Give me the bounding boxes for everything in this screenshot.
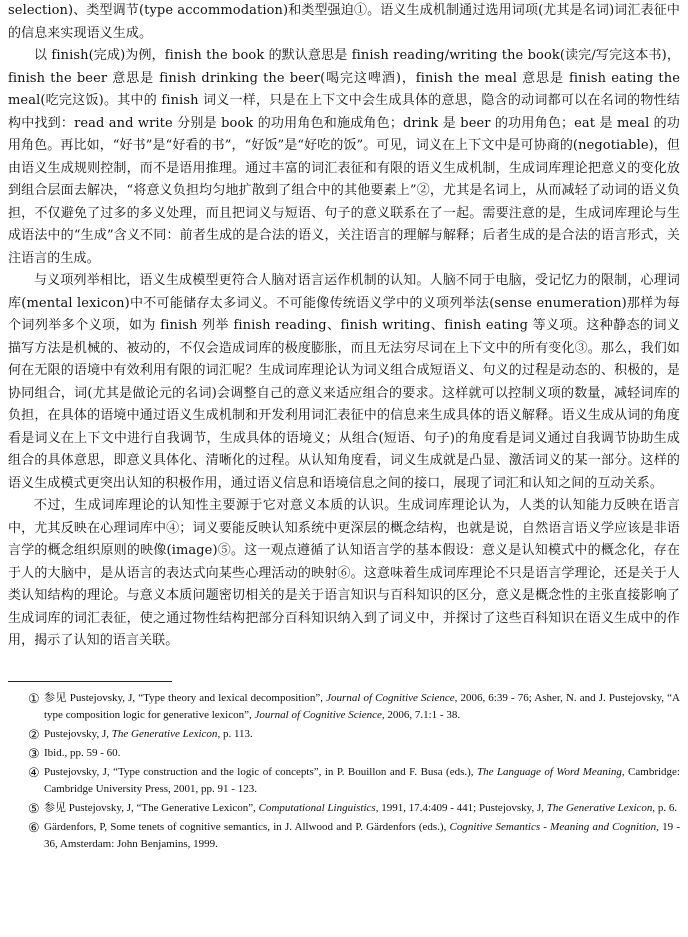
footnote-divider [8, 681, 172, 682]
footnote-text-part: Pustejovsky, J, [44, 728, 112, 740]
footnote-mark: ① [28, 691, 40, 706]
footnote-2 [8, 726, 680, 743]
footnote-text [44, 802, 677, 814]
footnote-text [44, 766, 680, 795]
footnote-text [44, 747, 120, 759]
footnote-text-part: , Cambridge: Cambridge University Press, 2001, pp. 91 - 123. [44, 766, 680, 795]
footnote-text-part: 参见 Pustejovsky, J, “Type theory and lexical decomposition”, [44, 692, 327, 704]
footnote-text-part: , p. 6. [652, 802, 678, 814]
footnote-text-part: , 2006, 7.1:1 - 38. [381, 709, 461, 721]
footnote-text-part: , 1991, 17.4:409 - 441; Pustejovsky, J, [375, 802, 547, 814]
footnote-text-part-italic: The Generative Lexicon [111, 728, 218, 740]
footnote-mark: ④ [28, 765, 40, 780]
footnote-text [44, 692, 680, 721]
paragraph-sense-enumeration: 与义项列举相比，语义生成模型更符合人脑对语言运作机制的认知。人脑不同于电脑，受记忆力的限制，心理词库(mental lexicon)中不可能储存太多词义。不可能像传统语义学中的义项列举法(sense enumeration)那样为每个词列举多个义项，如为 finish 列举 finish reading、finish writing、finish eating 等义项。这种静态的词义描写方法是机械的、被动的，不仅会造成词库的极度膨胀，而且无法穷尽词在上下文中的所有变化③。那么，我们如何在无限的语境中有效利用有限的词汇呢？生成词库理论认为词义组合成短语义、句义的过程是动态的、积极的，是协同组合，词(尤其是做论元的名词)会调整自己的意义来适应组合的要求。这样就可以控制义项的数量，减轻词库的负担，在具体的语境中通过语义生成机制和开发利用词汇表征中的信息来生成具体的语义解释。语义生成从词的角度看是词义在上下文中进行自我调节，生成具体的语境义；从组合(短语、句子)的角度看是词义通过自我调节协助生成组合的具体意思，即意义具体化、清晰化的过程。从认知角度看，词义生成就是凸显、激活词义的某一部分。这样的语义生成模式更突出认知的积极作用，通过语义信息和语境信息之间的接口，展现了词汇和认知之间的互动关系。 [8, 273, 680, 491]
footnote-text-part-italic: Cognitive Semantics - Meaning and Cognition [449, 821, 657, 833]
footnote-text-part: Ibid., pp. 59 - 60. [44, 747, 121, 759]
footnote-text [44, 728, 253, 740]
footnote-text-part: , p. 113. [217, 728, 253, 740]
footnote-3 [8, 745, 680, 762]
footnote-1 [8, 690, 680, 724]
footnote-text-part-italic: The Generative Lexicon [546, 802, 653, 814]
footnote-mark: ⑤ [28, 801, 40, 816]
footnote-text-part: 参见 Pustejovsky, J, “The Generative Lexicon”, [44, 802, 259, 814]
paragraph-cognitive-nature: 不过，生成词库理论的认知性主要源于它对意义本质的认识。生成词库理论认为，人类的认知能力反映在语言中，尤其反映在心理词库中④；词义要能反映认知系统中更深层的概念结构，也就是说，自然语言语义学应该是非语言学的概念组织原则的映像(image)⑤。这一观点遵循了认知语言学的基本假设：意义是认知模式中的概念化，存在于人的大脑中，是从语言的表达式向某些心理活动的映射⑥。这意味着生成词库理论不只是语言学理论，还是关于人类认知结构的理论。与意义本质问题密切相关的是关于语言知识与百科知识的区分，意义是概念性的主张直接影响了生成词库的词汇表征，使之通过物性结构把部分百科知识纳入到了词义中，并探讨了这些百科知识在语义生成中的作用，揭示了认知的语言关联。 [8, 498, 680, 648]
footnote-text-part: Pustejovsky, J, “Type construction and the logic of concepts”, in P. Bouillon and F. Busa (eds.), [44, 766, 477, 778]
footnote-text-part: , 19 - 36, Amsterdam: John Benjamins, 1999. [44, 821, 680, 850]
footnotes [8, 690, 680, 855]
footnote-text-part-italic: Computational Linguistics [258, 802, 376, 814]
footnote-4 [8, 764, 680, 798]
footnote-6 [8, 819, 680, 853]
footnote-text-part: , 2006, 6:39 - 76; Asher, N. and J. Pustejovsky, “A type composition logic for generative lexicon”, [44, 692, 680, 721]
footnote-text-part: Gärdenfors, P, Some tenets of cognitive semantics, in J. Allwood and P. Gärdenfors (eds.), [44, 821, 450, 833]
footnote-5 [8, 800, 680, 817]
footnote-text-part-italic: Journal of Cognitive Science [326, 692, 455, 704]
paragraph-continuation: selection)、类型调节(type accommodation)和类型强迫①。语义生成机制通过选用词项(尤其是名词)词汇表征中的信息来实现语义生成。 [8, 3, 680, 41]
main-text [8, 0, 680, 653]
footnote-text-part-italic: The Language of Word Meaning [476, 766, 622, 778]
paragraph-finish-example: 以 finish(完成)为例，finish the book 的默认意思是 finish reading/writing the book(读完/写完这本书)，finish the beer 意思是 finish drinking the beer(喝完这啤酒)，finish the meal 意思是 finish eating the meal(吃完这饭)。其中的 finish 词义一样，只是在上下文中会生成具体的意思，隐含的动词都可以在名词的物性结构中找到：read and write 分别是 book 的功用角色和施成角色；drink 是 beer 的功用角色；eat 是 meal 的功用角色。再比如，“好书”是“好看的书”，“好饭”是“好吃的饭”。可见，词义在上下文中是可协商的(negotiable)，但由语义生成规则控制，而不是语用推理。通过丰富的词汇表征和有限的语义生成机制，生成词库理论把意义的变化放到组合层面去解决，“将意义负担均匀地扩散到了组合中的其他要素上”②，尤其是名词上，从而减轻了动词的语义负担，不仅避免了过多的多义处理，而且把词义与短语、句子的意义联系在了一起。需要注意的是，生成词库理论与生成语法中的“生成”含义不同：前者生成的是合法的语义，关注语言的理解与解释；后者生成的是合法的语言形式，关注语言的生成。 [8, 48, 680, 266]
footnote-mark: ② [28, 727, 40, 742]
footnote-mark: ③ [28, 746, 40, 761]
footnote-text-part-italic: Journal of Cognitive Science [254, 709, 382, 721]
page-body [8, 0, 680, 653]
footnote-mark: ⑥ [28, 820, 40, 835]
footnote-text [44, 821, 680, 850]
